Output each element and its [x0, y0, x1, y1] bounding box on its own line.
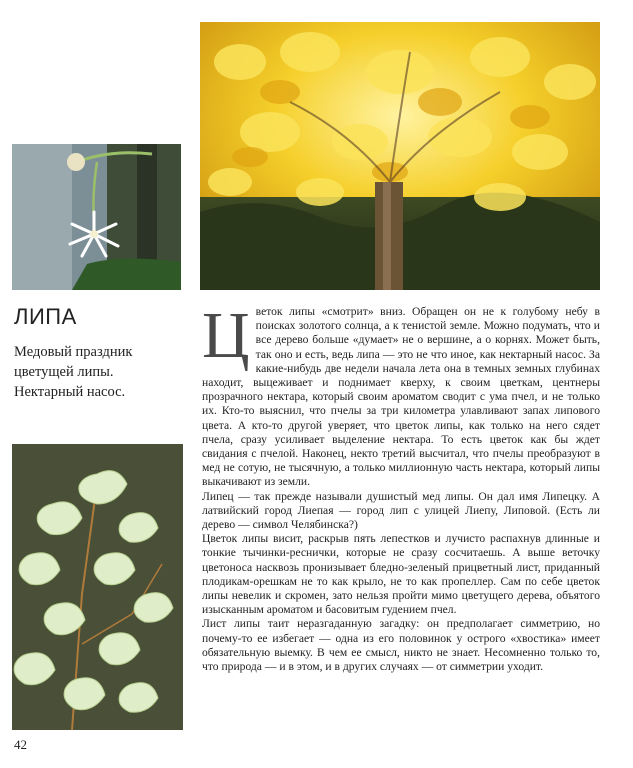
tree-photo-graphic [200, 22, 600, 290]
subtitle-line: Медовый праздник [14, 344, 133, 360]
article-body [202, 299, 600, 674]
paragraph: Лист липы таит неразгаданную загадку: он предполагает симметрию, но почему-то ее избегает — одна из его половинок у острого «хвостика» имеет обязательную выемку. В чем ее смысл, никто не знает. Несомненно только то, что природа — и в этом, и в других случаях — от симметрии уходит. [202, 617, 600, 674]
linden-leaves-photo [12, 444, 183, 730]
linden-flower-photo [12, 144, 181, 290]
subtitle-line: Нектарный насос. [14, 384, 126, 400]
paragraph: Липец — так прежде называли душистый мед липы. Он дал имя Липецку. А латвийский город Лиепая — город лип с улицей Лиепу, Липовой. (Есть ли дерево — символ Челябинска?) [202, 489, 600, 532]
flower-photo-graphic [12, 144, 181, 290]
paragraph: Цветок липы висит, раскрыв пять лепестков и лучисто распахнув длинные и тонкие тычинки-реснички, которые не сразу сосчитаешь. А выше веточку цветоноса насквозь пронизывает бледно-зеленый прицветный лист, приданный плодикам-орешкам не то как крыло, не то как пропеллер. Сам по себе цветок липы невелик и скромен, зато нельзя пройти мимо цветущего дерева, объятого изысканным ароматом и басовитым гудением пчел. [202, 532, 600, 617]
subtitle [14, 342, 184, 402]
page-title: ЛИПА [14, 304, 77, 329]
subtitle-line: цветущей липы. [14, 364, 114, 380]
linden-tree-autumn-photo [200, 22, 600, 290]
drop-cap: Ц [202, 299, 250, 372]
page-number: 42 [14, 737, 27, 752]
paragraph: веток липы «смотрит» вниз. Обращен он не к голубому небу в поисках золотого солнца, а к тенистой земле. Можно подумать, что и все дерево больше «думает» не о вершине, а о корнях. Может быть, так оно и есть, ведь липа — это не что иное, как нектарный насос. За какие-нибудь две недели начала лета она в темных земных глубинах находит, выцеживает и поднимает кверху, к своим цветкам, центнеры прозрачного нектара, который своим ароматом сводит с ума пчел, и не только их. Кто-то выяснил, что пчелы за три километра улавливают запах липового цвета. А кто-то другой уверяет, что цветок липы, как только на него сядет пчела, сразу усиливает выделение нектара. То есть цветок как бы ждет свидания с пчелой. Наконец, некто третий высчитал, что пчелы преобразуют в мед не сотую, не тысячную, а только миллионную часть нектара, который липы выкачивают из земли. [202, 305, 600, 489]
leaves-photo-graphic [12, 444, 183, 730]
